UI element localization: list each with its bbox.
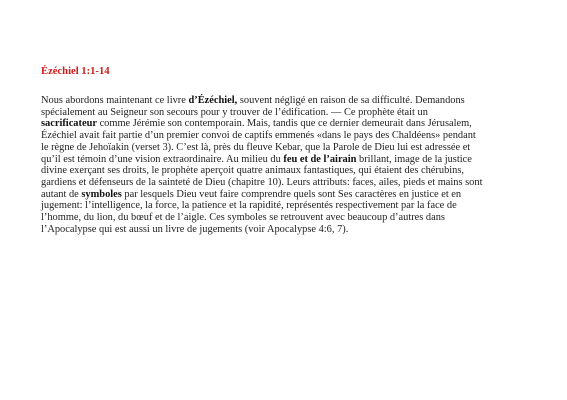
text-run: le règne de Jehoïakin (verset 3). C’est là, près du fleuve Kebar, que la Parole de Dieu lui est adressée et [41, 141, 471, 153]
text-line [41, 212, 531, 224]
text-run: souvent négligé en raison de sa difficulté. Demandons [237, 95, 465, 106]
text-line [41, 130, 531, 142]
text-line [41, 165, 531, 177]
text-run: qu’il est témoin d’une vision extraordinaire. Au milieu du [41, 153, 284, 165]
text-line [41, 142, 531, 154]
text-line [41, 200, 531, 212]
text-run: divine exerçant ses droits, le prophète aperçoit quatre animaux fantastiques, qui étaient des chérubins, [41, 165, 464, 177]
text-run: gardiens et défenseurs de la sainteté de Dieu (chapitre 10). Leurs attributs: faces, ailes, pieds et mains sont [41, 176, 483, 188]
text-run: par lesquels Dieu veut faire comprendre quels sont Ses caractères en justice et en [121, 188, 462, 200]
text-run: l’Apocalypse qui est aussi un livre de jugements (voir Apocalypse 4:6, 7). [41, 223, 349, 235]
text-run: l’homme, du lion, du bœuf et de l’aigle. Ces symboles se retrouvent avec beaucoup d’autres dans [41, 212, 445, 224]
text-run: Ézéchiel avait fait partie d’un premier convoi de captifs emmenés «dans le pays des Chaldéens» pendant [41, 130, 476, 142]
text-line [41, 118, 531, 130]
text-run: autant de [41, 188, 82, 200]
bold-term: sacrificateur [41, 118, 97, 130]
passage-heading: Ézéchiel 1:1-14 [41, 66, 110, 77]
text-line [41, 189, 531, 201]
text-run: brillant, image de la justice [356, 153, 472, 165]
bold-term: d’Ézéchiel, [188, 95, 238, 106]
text-line [41, 224, 531, 236]
passage-body [41, 95, 531, 235]
bold-term: feu et de l’airain [283, 153, 357, 165]
text-run: spécialement au Seigneur son secours pour y trouver de l’édification. — Ce prophète était un [41, 106, 428, 118]
text-line [41, 95, 531, 107]
text-run: jugement: l’intelligence, la force, la patience et la rapidité, représentés respectivement par la face de [41, 200, 457, 212]
text-line [41, 177, 531, 189]
text-line [41, 107, 531, 119]
text-run: Nous abordons maintenant ce livre [41, 95, 189, 106]
bold-term: symboles [81, 188, 122, 200]
text-line [41, 154, 531, 166]
text-run: comme Jérémie son contemporain. Mais, tandis que ce dernier demeurait dans Jérusalem, [96, 118, 472, 130]
